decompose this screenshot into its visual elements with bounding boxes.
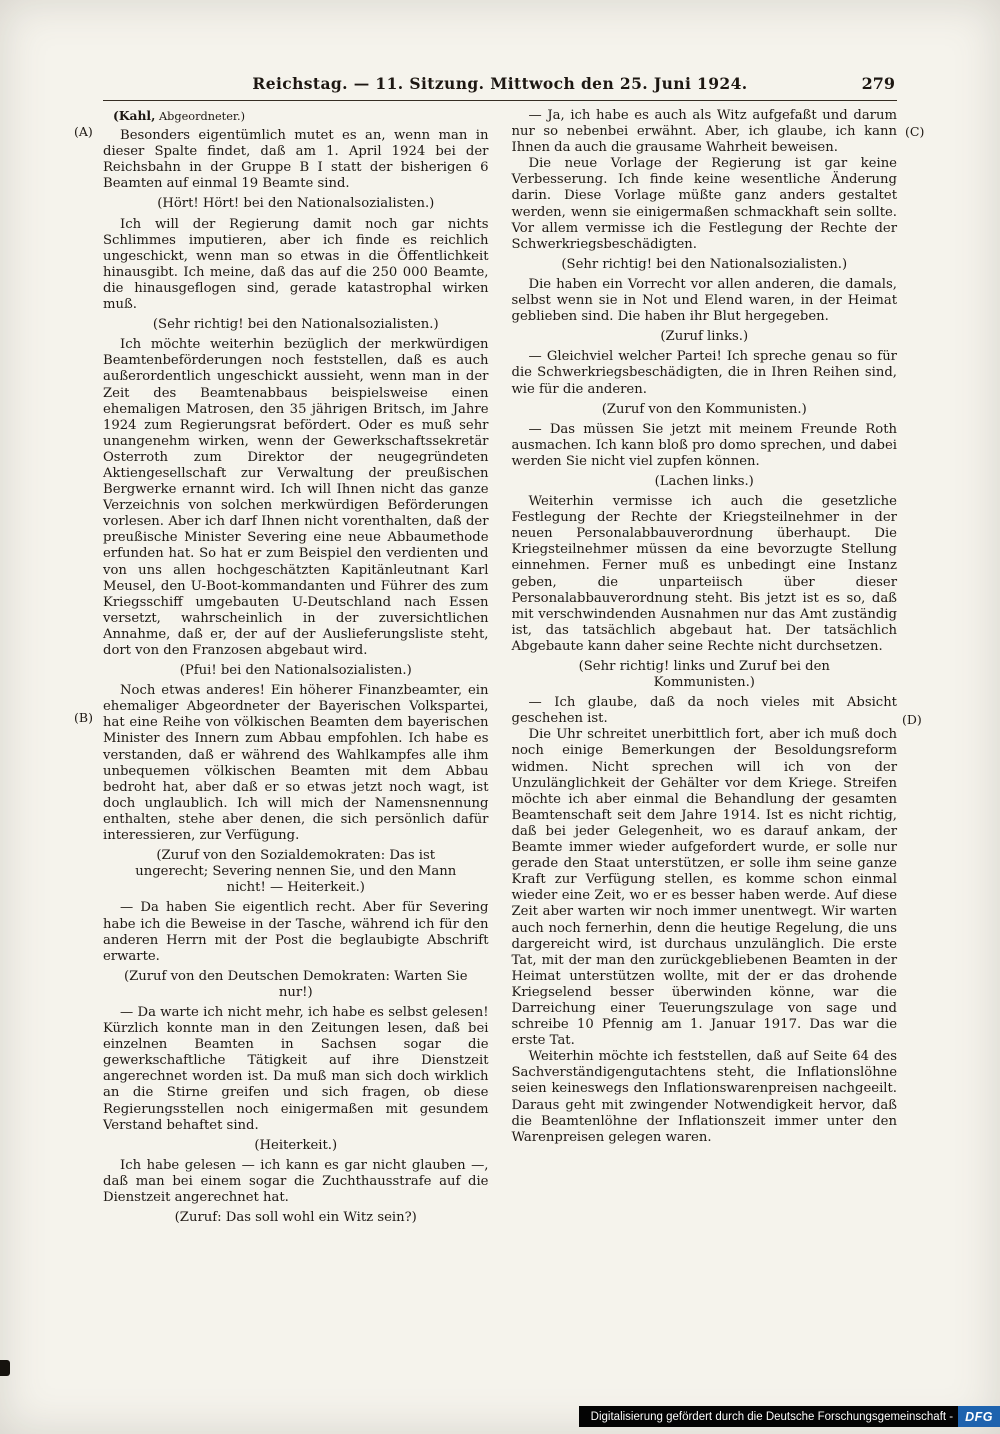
- scan-artifact: [0, 1360, 10, 1376]
- interjection-line: (Zuruf: Das soll wohl ein Witz sein?): [174, 1210, 417, 1226]
- interjection-line: (Zuruf von den Sozialdemokraten: Das ist ungerecht; Severing nennen Sie, und den Mann nicht! — Heiterkeit.): [135, 848, 457, 896]
- speech-paragraph: Ich will der Regierung damit noch gar nichts Schlimmes imputieren, aber ich finde es reichlich ungeschickt, wenn man so etwas in die Öffentlichkeit hinausgibt. Ich meine, daß das auf die 250 000 Beamte, die hinausgeflogen sind, gerade katastrophal wirken muß.: [103, 216, 489, 313]
- speech-paragraph: Besonders eigentümlich mutet es an, wenn man in dieser Spalte findet, daß am 1. April 1924 bei der Reichsbahn in der Gruppe B I statt der bisherigen 6 Beamten auf einmal 19 Beamte sind.: [103, 128, 489, 192]
- interjection-line: (Sehr richtig! bei den Nationalsozialisten.): [152, 317, 439, 333]
- speech-paragraph: Ich habe gelesen — ich kann es gar nicht glauben —, daß man bei einem sogar die Zuchthausstrafe auf die Dienstzeit angerechnet hat.: [103, 1157, 489, 1205]
- margin-marker-b: (B): [74, 710, 93, 725]
- margin-marker-c: (C): [905, 124, 925, 139]
- speech-paragraph: — Das müssen Sie jetzt mit meinem Freunde Roth ausmachen. Ich kann bloß pro domo sprechen, und dabei werden Sie nicht viel zupfen können.: [511, 421, 897, 469]
- interjection-line: (Pfui! bei den Nationalsozialisten.): [179, 663, 412, 679]
- speaker-heading: [113, 108, 489, 125]
- header-rule: [103, 100, 897, 101]
- dfg-logo: DFG: [958, 1406, 1000, 1427]
- speech-paragraph: Weiterhin möchte ich feststellen, daß auf Seite 64 des Sachverständigengutachtens steht, die Inflationslöhne seien keineswegs den Inflationswarenpreisen nachgeeilt. Daraus geht mit zwingender Notwendigkeit hervor, daß die Beamtenlöhne der Inflationszeit immer unter den Warenpreisen gelegen waren.: [511, 1049, 897, 1145]
- speech-paragraph: — Gleichviel welcher Partei! Ich spreche genau so für die Schwerkriegsbeschädigten, die in Ihren Reihen sind, wie für die anderen.: [511, 349, 897, 397]
- speaker-role: Abgeordneter.): [155, 110, 246, 123]
- interjection-line: (Sehr richtig! bei den Nationalsozialisten.): [561, 256, 848, 272]
- speech-paragraph: Noch etwas anderes! Ein höherer Finanzbeamter, ein ehemaliger Abgeordneter der Bayerischen Volkspartei, hat eine Reihe von völkischen Beamten dem bayerischen Minister des Innern zum Abbau empfohlen. Ich habe es verstanden, daß er während des Wahlkampfes alle ihm unbequemen völkischen Beamten mit dem Abbau bedroht hat, aber daß er so etwas jetzt noch wagt, ist doch unglaublich. Ich will mich der Namensnennung enthalten, stehe aber denen, die sich persönlich dafür interessieren, zur Verfügung.: [103, 683, 489, 844]
- running-head: [103, 74, 897, 98]
- speech-paragraph: Die Uhr schreitet unerbittlich fort, aber ich muß doch noch einige Bemerkungen der Besoldungsreform widmen. Nicht sprechen will ich von der Unzulänglichkeit der Gehälter vor dem Kriege. Streifen möchte ich aber einmal die Behandlung der gesamten Beamtenschaft seit dem Jahre 1914. Ist es nicht richtig, daß bei jeder Gelegenheit, wo es darauf ankam, der Beamte immer wieder aufgefordert wurde, er solle nur gerade den Staat unterstützen, er solle ihm seine ganze Kraft zur Verfügung stellen, es komme schon einmal wieder eine Zeit, wo er es besser haben werde. Auf diese Zeit aber warten wir noch immer unentwegt. Wir warten auch noch fernerhin, denn die heutige Regelung, die uns dargereicht wird, ist durchaus unzulänglich. Die erste Tat, mit der man den zurückgebliebenen Beamten in der Heimat unterstützen wollte, mit der er das drohende Kriegselend besser überwinden könne, war die Darreichung einer Teuerungszulage von sage und schreibe 10 Pfennig am 1. Januar 1917. Das war die erste Tat.: [511, 727, 897, 1049]
- left-column: [103, 108, 489, 1230]
- footer-credit-bar: [579, 1406, 1000, 1427]
- speech-paragraph: — Da haben Sie eigentlich recht. Aber für Severing habe ich die Beweise in der Tasche, während ich für den anderen Herrn mit der Post die beglaubigte Abschrift erwarte.: [103, 900, 489, 964]
- margin-marker-a: (A): [74, 124, 93, 139]
- interjection-line: (Lachen links.): [654, 473, 754, 489]
- speech-paragraph: — Ich glaube, daß da noch vieles mit Absicht geschehen ist.: [511, 695, 897, 727]
- margin-marker-d: (D): [902, 712, 922, 727]
- speech-paragraph: Die haben ein Vorrecht vor allen anderen, die damals, selbst wenn sie in Not und Elend waren, in der Heimat geblieben sind. Die haben ihr Blut hergegeben.: [511, 276, 897, 325]
- interjection-line: (Zuruf von den Deutschen Demokraten: Warten Sie nur!): [123, 968, 468, 1000]
- speech-paragraph: — Ja, ich habe es auch als Witz aufgefaßt und darum nur so nebenbei erwähnt. Aber, ich glaube, ich kann Ihnen da auch die grausame Wahrheit beweisen.: [511, 108, 897, 156]
- page-number: 279: [861, 74, 895, 93]
- speech-paragraph: Ich möchte weiterhin bezüglich der merkwürdigen Beamtenbeförderungen noch feststellen, daß es auch außerordentlich ungeschickt aussieht, wenn man in der Zeit des Beamtenabbaus beispielsweise einen ehemaligen Matrosen, den 35 jährigen Britsch, im Jahre 1924 zum Regierungsrat befördert. Oder es muß sehr unangenehm wirken, wenn der Gewerkschaftssekretär Osterroth zum Direktor der neugegründeten Aktiengesellschaft zur Verwaltung der preußischen Bergwerke ernannt wird. Ich will Ihnen nicht das ganze Verzeichnis von solchen merkwürdigen Beförderungen vorlesen. Aber ich darf Ihnen nicht vorenthalten, daß der preußische Minister Severing eine neue Abbaumethode erfunden hat. So hat er zum Beispiel den verdienten und von uns allen hochgeschätzten Kapitänleutnant Karl Meusel, den U-Boot-kommandanten und Führer des zum Kriegsschiff umgebauten U-Deutschland nach Essen versetzt, wahrscheinlich in der zuversichtlichen Annahme, daß er, der auf der Auslieferungsliste steht, dort von den Franzosen abgebaut wird.: [103, 337, 489, 658]
- interjection-line: (Zuruf von den Kommunisten.): [601, 401, 807, 417]
- digitization-credit: Digitalisierung gefördert durch die Deutsche Forschungsgemeinschaft -: [590, 1410, 954, 1423]
- text-columns: [103, 108, 897, 1230]
- speech-paragraph: Die neue Vorlage der Regierung ist gar keine Verbesserung. Ich finde keine wesentliche Änderung darin. Diese Vorlage müßte ganz anders gestaltet werden, wenn sie einigermaßen schmackhaft sein sollte. Vor allem vermisse ich die Festlegung der Rechte der Schwerkriegsbeschädigten.: [511, 156, 897, 252]
- interjection-line: (Sehr richtig! links und Zuruf bei den Kommunisten.): [578, 659, 830, 691]
- interjection-line: (Hört! Hört! bei den Nationalsozialisten.): [157, 196, 435, 212]
- speech-paragraph: Weiterhin vermisse ich auch die gesetzliche Festlegung der Rechte der Kriegsteilnehmer in der neuen Personalabbauverordnung überhaupt. Die Kriegsteilnehmer müssen da eine bevorzugte Stellung einnehmen. Ferner muß es unbedingt eine Instanz geben, die unparteiisch über dieser Personalabbauverordnung steht. Bis jetzt ist es so, daß mit verschwindenden Ausnahmen nur das Amt zuständig ist, das tatsächlich abgebaut hat. Der tatsächlich Abgebaute kann daher seine Rechte nicht durchsetzen.: [511, 494, 897, 654]
- page-title: Reichstag. — 11. Sitzung. Mittwoch den 25. Juni 1924.: [252, 74, 748, 93]
- interjection-line: (Zuruf links.): [660, 329, 749, 345]
- interjection-line: (Heiterkeit.): [254, 1137, 338, 1153]
- right-column: [512, 108, 898, 1230]
- speech-paragraph: — Da warte ich nicht mehr, ich habe es selbst gelesen! Kürzlich konnte man in den Zeitungen lesen, daß bei einzelnen Beamten in Sachsen sogar die gewerkschaftliche Tätigkeit auf ihre Dienstzeit angerechnet worden ist. Da muß man sich doch wirklich an die Stirne greifen und sich fragen, ob diese Regierungsstellen noch einigermaßen mit gesundem Verstand behaftet sind.: [103, 1004, 489, 1133]
- speaker-name: (Kahl,: [113, 108, 156, 123]
